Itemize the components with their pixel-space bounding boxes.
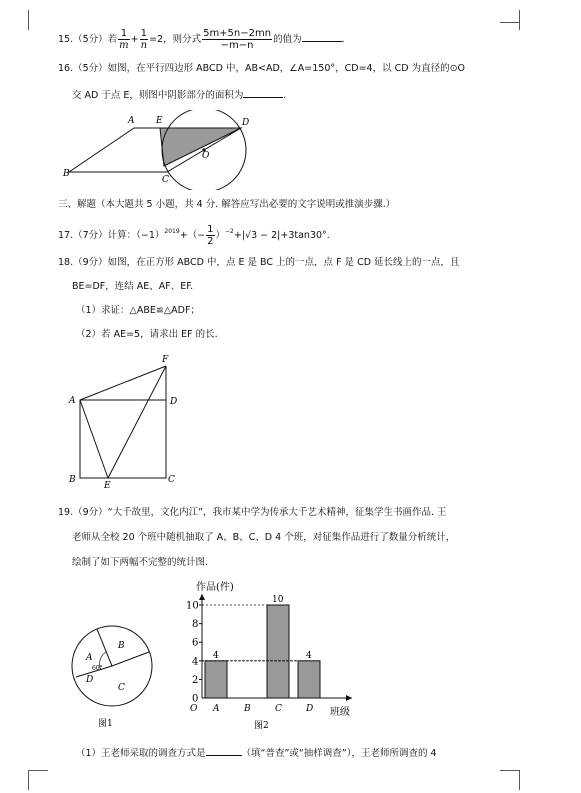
q16-figure [60, 110, 270, 190]
bar-chart-caption: 图2 [254, 721, 269, 731]
bar-value-label: 10 [272, 595, 284, 605]
q15-fraction-3: $\frac{5m+5n-2mn}{-m-n}$ [203, 28, 272, 51]
q16-label-a: A [128, 116, 135, 126]
q15-mid: =2，则分式 [149, 34, 202, 45]
q18-line-af [80, 366, 166, 400]
q16-shaded-region [160, 128, 241, 166]
bar-chart-y-tick-label: 10 [186, 600, 199, 612]
pie-chart-figure [68, 622, 160, 732]
corner-mark-bottom-left [28, 770, 29, 790]
bar-value-label: 4 [213, 650, 219, 661]
bar-chart-y-tick-label: 0 [192, 693, 199, 705]
q18-figure [62, 348, 192, 488]
q15-suffix: 的值为 [273, 34, 302, 45]
corner-mark-bottom-right [519, 770, 520, 790]
corner-mark-bottom-left-h [28, 770, 48, 771]
q18-label-a: A [69, 396, 76, 406]
q16-label-b: B [63, 169, 70, 179]
question-16-line1: 16.（5分）如图，在平行四边形 ABCD 中，AB<AD，∠A=150°，CD=4，以 CD 为直径的⊙O [58, 63, 466, 74]
bar-chart-y-tick-label: 4 [192, 656, 199, 668]
pie-angle-label: 60° [92, 665, 103, 672]
pie-divider-2 [112, 652, 149, 666]
q16-label-e: E [156, 116, 163, 126]
corner-mark-top-left [28, 10, 29, 30]
bar-chart-x-tick-label: D [306, 704, 314, 714]
pie-label-c: C [118, 683, 125, 693]
bar-chart-y-tick-label: 6 [192, 637, 199, 649]
bar-chart-ylabel: 作品(件) [196, 582, 234, 593]
corner-mark-bottom-right-h [500, 770, 520, 771]
q16-answer-blank[interactable] [243, 88, 283, 98]
question-19-line2: 老师从全校 20 个班中随机抽取了 A、B、C、D 4 个班，对征集作品进行了数量分析统计， [72, 532, 456, 543]
q18-label-b: B [69, 475, 76, 485]
corner-mark-top-right [519, 10, 520, 30]
bar-chart-origin-label: O [190, 704, 198, 714]
bar-chart-xlabel: 班级 [330, 707, 350, 718]
bar-value-label: 4 [306, 650, 312, 661]
question-18-sub1: （1）求证：△ABE≌△ADF； [76, 305, 200, 316]
bar-chart-figure [168, 580, 368, 740]
q17-fraction: $\frac{1}{2}$ [207, 224, 214, 247]
q15-fraction-2: $\frac{1}{n}$ [140, 28, 148, 51]
q19-answer-blank[interactable] [206, 746, 242, 756]
bar-chart-x-tick-label: A [213, 704, 220, 714]
bar-c [267, 605, 289, 698]
bar-chart-y-tick-label: 8 [192, 619, 199, 631]
pie-divider-1 [97, 629, 112, 666]
q16-label-d: D [242, 118, 250, 128]
pie-label-d: D [86, 675, 94, 685]
bar-chart-y-arrow [199, 594, 205, 600]
q18-square [80, 400, 166, 478]
bar-d [298, 661, 320, 698]
question-18-sub2: （2）若 AE=5，请求出 EF 的长. [76, 329, 218, 340]
q18-line-ef [108, 366, 166, 478]
question-19-line3: 绘制了如下两幅不完整的统计图. [72, 557, 209, 568]
bar-chart-x-tick-label: C [275, 704, 282, 714]
q18-label-f: F [162, 355, 169, 365]
q18-label-e: E [104, 481, 111, 488]
question-18-line1: 18.（9分）如图，在正方形 ABCD 中，点 E 是 BC 上的一点，点 F 是 CD 延长线上的一点，且 [58, 257, 460, 268]
pie-label-a: A [86, 653, 93, 663]
q16-label-c: C [162, 175, 169, 185]
bar-chart-y-tick-label: 2 [192, 674, 199, 686]
pie-label-b: B [118, 641, 125, 651]
q18-label-c: C [168, 475, 175, 485]
question-15: 15.（5分）若 $\frac{1}{m}$ + $\frac{1}{n}$ =2，则分式 $\frac{5m+5n-2mn}{-m-n}$ 的值为 . [58, 28, 345, 51]
question-19-line1: 19.（9分）“大千故里，文化内江”，我市某中学为传承大千艺术精神，征集学生书画作品. 王 [58, 507, 447, 518]
question-19-sub1: （1）王老师采取的调查方式是 （填“普查”或“抽样调查”），王老师所调查的 4 [76, 748, 437, 759]
q15-answer-blank[interactable] [302, 32, 342, 42]
q16-label-o: O [202, 151, 210, 161]
section-3-title: 三、解题（本大题共 5 小题，共 4 分. 解答应写出必要的文字说明或推演步骤.） [58, 199, 396, 210]
question-16-line2: 交 AD 于点 E，则图中阴影部分的面积为 . [72, 90, 287, 101]
pie-caption: 图1 [98, 719, 113, 729]
q15-fraction-1: $\frac{1}{m}$ [119, 28, 129, 51]
q18-line-ae [80, 400, 108, 478]
bar-a [205, 661, 227, 698]
q18-label-d: D [170, 397, 178, 407]
question-17: 17.（7分）计算：$(-1)^{2019}+(-$ $\frac{1}{2}$ ）$^{-2}$+|√3 − 2|+3tan30°. [58, 224, 330, 247]
question-18-line2: BE=DF，连结 AE、AF、EF. [72, 281, 194, 292]
q15-prefix: 15.（5分）若 [58, 34, 118, 45]
bar-chart-x-arrow [346, 695, 352, 701]
bar-chart-x-tick-label: B [244, 704, 251, 714]
corner-mark-top-right-h [500, 22, 520, 23]
